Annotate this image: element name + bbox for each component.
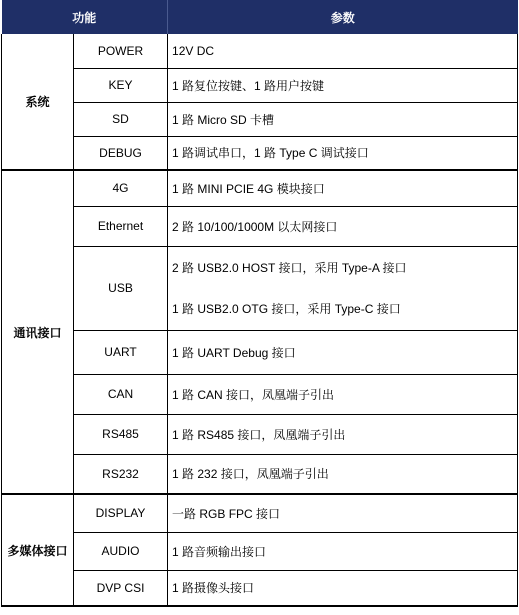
table-row xyxy=(2,374,518,414)
row-name: DEBUG xyxy=(74,136,168,170)
table-row xyxy=(2,454,518,494)
row-name: UART xyxy=(74,330,168,374)
row-value: 1 路音频输出接口 xyxy=(168,532,518,570)
header-function: 功能 xyxy=(2,0,168,34)
usb-value-line-1: 2 路 USB2.0 HOST 接口，采用 Type-A 接口 xyxy=(172,261,407,275)
row-name: DVP CSI xyxy=(74,570,168,606)
row-value: 2 路 10/100/1000M 以太网接口 xyxy=(168,206,518,246)
row-value: 1 路 Micro SD 卡槽 xyxy=(168,102,518,136)
row-name: KEY xyxy=(74,68,168,102)
table-row xyxy=(2,68,518,102)
row-value: 1 路 232 接口，凤凰端子引出 xyxy=(168,454,518,494)
row-value: 1 路摄像头接口 xyxy=(168,570,518,606)
usb-value-gap xyxy=(172,276,513,300)
category-system: 系统 xyxy=(2,34,74,170)
table-row xyxy=(2,136,518,170)
table-row xyxy=(2,570,518,606)
row-value: 1 路 CAN 接口，凤凰端子引出 xyxy=(168,374,518,414)
table-row xyxy=(2,414,518,454)
category-communication: 通讯接口 xyxy=(2,170,74,494)
row-value: 1 路 MINI PCIE 4G 模块接口 xyxy=(168,170,518,206)
table-header-row xyxy=(2,0,518,34)
row-name: CAN xyxy=(74,374,168,414)
header-parameters: 参数 xyxy=(168,0,518,34)
row-name: Ethernet xyxy=(74,206,168,246)
table-row xyxy=(2,102,518,136)
table-row xyxy=(2,206,518,246)
row-name: POWER xyxy=(74,34,168,68)
row-value: 1 路调试串口，1 路 Type C 调试接口 xyxy=(168,136,518,170)
row-name: DISPLAY xyxy=(74,494,168,532)
row-value: 一路 RGB FPC 接口 xyxy=(168,494,518,532)
table-row xyxy=(2,330,518,374)
row-name: RS485 xyxy=(74,414,168,454)
usb-value-line-2: 1 路 USB2.0 OTG 接口，采用 Type-C 接口 xyxy=(172,302,401,316)
row-name: USB xyxy=(74,246,168,330)
table-row xyxy=(2,494,518,532)
row-value: 12V DC xyxy=(168,34,518,68)
row-name: AUDIO xyxy=(74,532,168,570)
row-value xyxy=(168,246,518,330)
category-multimedia: 多媒体接口 xyxy=(2,494,74,606)
table-row xyxy=(2,246,518,330)
row-name: SD xyxy=(74,102,168,136)
row-value: 1 路复位按键、1 路用户按键 xyxy=(168,68,518,102)
row-name: 4G xyxy=(74,170,168,206)
row-value: 1 路 UART Debug 接口 xyxy=(168,330,518,374)
table-row xyxy=(2,34,518,68)
spec-table xyxy=(1,0,518,607)
table-row xyxy=(2,532,518,570)
row-value: 1 路 RS485 接口，凤凰端子引出 xyxy=(168,414,518,454)
row-name: RS232 xyxy=(74,454,168,494)
table-row xyxy=(2,170,518,206)
